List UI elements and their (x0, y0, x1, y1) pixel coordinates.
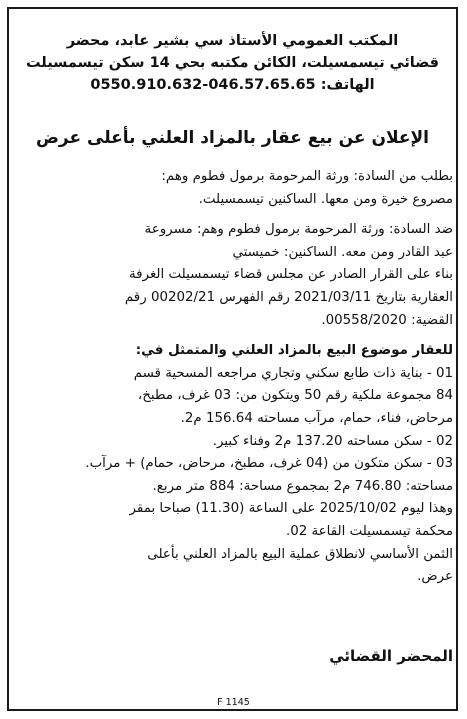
office-address-line: قضائي تيسمسيلت، الكائن مكتبه بحي 14 سكن تيسمسيلت (25, 55, 440, 71)
property-line-4: 02 - سكن مساحته 137.20 م2 وفناء كبير. (212, 433, 453, 449)
property-line-6: مساحته: 746.80 م2 بمجموع مساحة: 884 متر مربع. (152, 478, 453, 494)
property-line-3: مرحاض، فناء، حمام، مرآب مساحته 156.64 م2. (180, 410, 453, 426)
announcement-title: الإعلان عن بيع عقار بالمزاد العلني بأعلى عرض (36, 128, 429, 148)
against-line-2: عبد القادر ومن معه. الساكنين: خميستي (232, 244, 453, 260)
auction-date-line: وهذا ليوم 2025/10/02 على الساعة (11.30) صباحا بمقر (129, 501, 453, 517)
against-line-1: ضد السادة: ورثة المرحومة برمول فطوم وهم: مسروعة (144, 222, 453, 238)
decision-line-1: بناء على القرار الصادر عن مجلس قضاء تيسمسيلت الغرفة (129, 267, 453, 283)
decision-line-2: العقارية بتاريخ 2021/03/11 رقم الفهرس 00202/21 رقم (124, 289, 453, 305)
base-price-line-2: عرض. (417, 569, 453, 585)
office-name-line: المكتب العمومي الأستاذ سي بشير عابد، محضر (66, 33, 399, 49)
bailiff-signature: المحضر القضائي (329, 647, 453, 665)
base-price-line-1: الثمن الأساسي لانطلاق عملية البيع بالمزاد العلني بأعلى (147, 546, 453, 562)
reference-code: F 1145 (217, 697, 250, 708)
office-header (12, 30, 453, 96)
request-line-2: مصروع خيرة ومن معها. الساكنين تيسمسيلت. (198, 191, 453, 207)
office-phone-line: الهاتف: 046.57.65.65-0550.910.632 (90, 77, 375, 93)
auction-place-line: محكمة تيسمسيلت القاعة 02. (285, 523, 453, 539)
property-line-2: 84 مجموعة ملكية رقم 50 ويتكون من: 03 غرف، مطبخ، (137, 388, 453, 404)
property-line-1: 01 - بناية ذات طابع سكني وتجاري مراجعه المسحية قسم (133, 365, 453, 381)
request-line-1: بطلب من السادة: ورثة المرحومة برمول فطوم وهم: (161, 169, 453, 184)
decision-line-3: القضية: 00558/2020. (321, 312, 453, 328)
property-line-5: 03 - سكن متكون من (04 غرف، مطبخ، مرحاض، حمام) + مرآب. (85, 456, 453, 472)
announcement-body (12, 166, 453, 589)
property-intro: للعقار موضوع البيع بالمزاد العلني والمتمثل في: (135, 343, 453, 359)
